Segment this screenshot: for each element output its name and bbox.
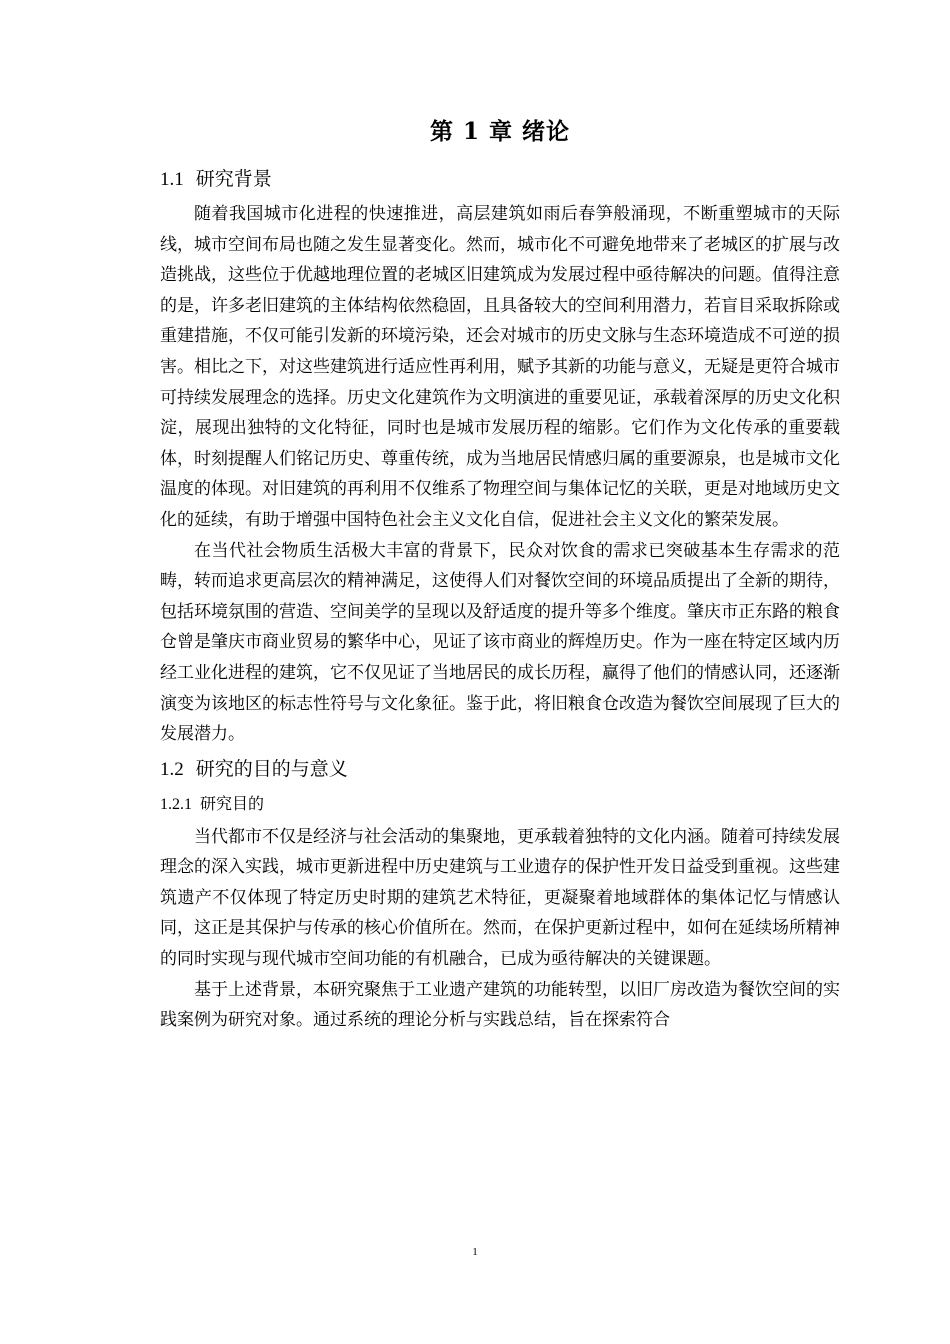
page-number: 1 (472, 1246, 478, 1258)
body-paragraph-2: 在当代社会物质生活极大丰富的背景下，民众对饮食的需求已突破基本生存需求的范畴，转而追求更高层次的精神满足，这使得人们对餐饮空间的环境品质提出了全新的期待，包括环境氛围的营造、空间美学的呈现以及舒适度的提升等多个维度。肇庆市正东路的粮食仓曾是肇庆市商业贸易的繁华中心，见证了该市商业的辉煌历史。作为一座在特定区域内历经工业化进程的建筑，它不仅见证了当地居民的成长历程，赢得了他们的情感认同，还逐渐演变为该地区的标志性符号与文化象征。鉴于此，将旧粮食仓改造为餐饮空间展现了巨大的发展潜力。 (160, 540, 840, 745)
section-number: 1.1 (160, 169, 184, 190)
section-heading-1-1 (160, 164, 840, 195)
subsection-number: 1.2.1 (160, 795, 192, 813)
subsection-title: 研究目的 (200, 793, 265, 813)
body-paragraph-3: 当代都市不仅是经济与社会活动的集聚地，更承载着独特的文化内涵。随着可持续发展理念的深入实践，城市更新进程中历史建筑与工业遗存的保护性开发日益受到重视。这些建筑遗产不仅体现了特定历史时期的建筑艺术特征，更凝聚着地域群体的集体记忆与情感认同，这正是其保护与传承的核心价值所在。然而，在保护更新过程中，如何在延续场所精神的同时实现与现代城市空间功能的有机融合，已成为亟待解决的关键课题。 (160, 826, 840, 970)
section-heading-1-2 (160, 754, 840, 785)
page-content (160, 112, 840, 1036)
section-title: 研究的目的与意义 (195, 757, 348, 780)
section-title: 研究背景 (195, 168, 272, 190)
body-paragraph-4: 基于上述背景，本研究聚焦于工业遗产建筑的功能转型，以旧厂房改造为餐饮空间的实践案例为研究对象。通过系统的理论分析与实践总结，旨在探索符合 (160, 979, 840, 1031)
body-paragraph-1: 随着我国城市化进程的快速推进，高层建筑如雨后春笋般涌现，不断重塑城市的天际线，城市空间布局也随之发生显著变化。然而，城市化不可避免地带来了老城区的扩展与改造挑战，这些位于优越地理位置的老城区旧建筑成为发展过程中亟待解决的问题。值得注意的是，许多老旧建筑的主体结构依然稳固，且具备较大的空间利用潜力，若盲目采取拆除或重建措施，不仅可能引发新的环境污染，还会对城市的历史文脉与生态环境造成不可逆的损害。相比之下，对这些建筑进行适应性再利用，赋予其新的功能与意义，无疑是更符合城市可持续发展理念的选择。历史文化建筑作为文明演进的重要见证，承载着深厚的历史文化积淀，展现出独特的文化特征，同时也是城市发展历程的缩影。它们作为文化传承的重要载体，时刻提醒人们铭记历史、尊重传统，成为当地居民情感归属的重要源泉，也是城市文化温度的体现。对旧建筑的再利用不仅维系了物理空间与集体记忆的关联，更是对地域历史文化的延续，有助于增强中国特色社会主义文化自信，促进社会主义文化的繁荣发展。 (160, 204, 840, 530)
section-number: 1.2 (160, 758, 184, 780)
subsection-heading-1-2-1 (160, 789, 840, 820)
chapter-title: 第 1 章 绪论 (429, 118, 571, 145)
